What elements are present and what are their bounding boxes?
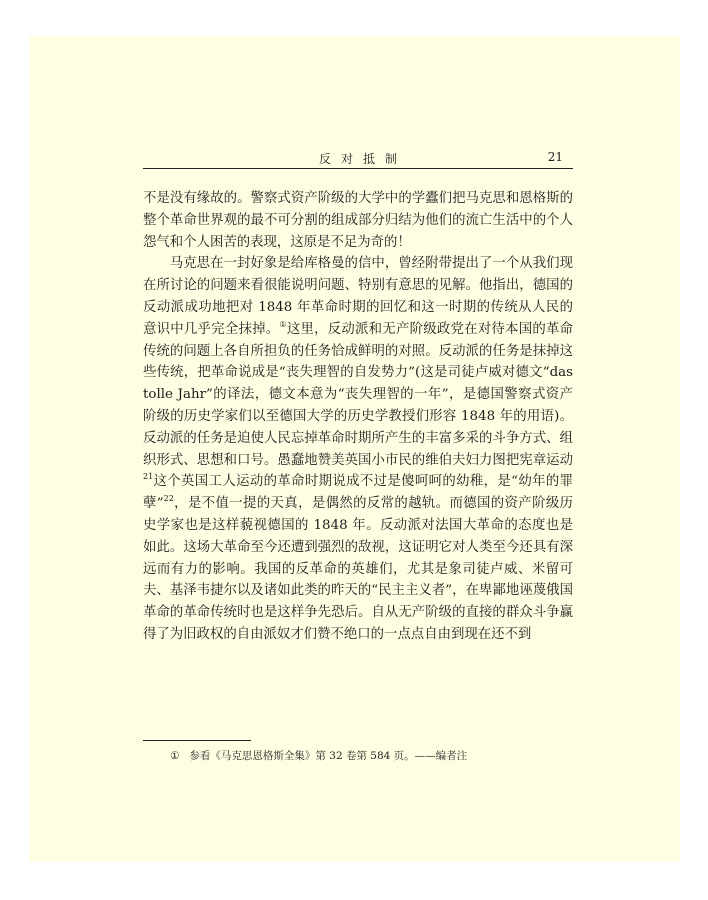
paragraph-text: 这个英国工人运动的革命时期说成不过是傻呵呵的幼稚，是“幼年的罪孽”: [143, 474, 573, 512]
paragraph: [143, 253, 573, 645]
note-reference: 21: [143, 472, 154, 482]
header-title: 反对抵制: [318, 152, 407, 166]
paragraph-text: ，是不值一提的天真，是偶然的反常的越轨。而德国的资产阶级历史学家也是这样藐视德国的 1848 年。反动派对法国大革命的态度也是如此。这场大革命至今还遭到强烈的敌视，这证明它对人类至今还具有深远而有力的影响。我国的反革命的英雄们，尤其是象司徒卢威、米留可夫、基泽韦捷尔以及诸如此类的昨天的“民主主义者”，在卑鄙地诬蔑俄国革命的革命传统时也是这样争先恐后。自从无产阶级的直接的群众斗争赢得了为旧政权的自由派奴才们赞不绝口的一点点自由到现在还不到: [143, 496, 573, 642]
body-text: [143, 188, 573, 646]
paragraph: [143, 188, 573, 253]
paragraph-text: 马克思在一封好象是给库格曼的信中，曾经附带提出了一个从我们现在所讨论的问题来看很能说明问题、特别有意思的见解。他指出，德国的反动派成功地把对 1848 年革命时期的回忆和这一时期的传统从人民的意识中几乎完全抹掉。: [143, 256, 573, 337]
footnote-rule: [143, 740, 251, 741]
paragraph-text: 这里，反动派和无产阶级政党在对待本国的革命传统的问题上各自所担负的任务恰成鲜明的对照。反动派的任务是抹掉这些传统，把革命说成是“丧失理智的自发势力”(这是司徒卢威对德文“das tolle Jahr”的译法，德文本意为“丧失理智的一年”，是德国警察式资产阶级的历史学家们以至德国大学的历史学教授们形容 1848 年的用语)。反动派的任务是迫使人民忘掉革命时期所产生的丰富多采的斗争方式、组织形式、思想和口号。愚蠢地赞美英国小市民的维伯夫妇力图把宪章运动: [143, 321, 574, 468]
note-reference: 22: [163, 494, 174, 504]
paragraph-text: 不是没有缘故的。警察式资产阶级的大学中的学蠹们把马克思和恩格斯的整个革命世界观的最不可分割的组成部分归结为他们的流亡生活中的个人怨气和个人困苦的表现，这原是不足为奇的！: [143, 191, 573, 250]
footnote-text: 参看《马克思恩格斯全集》第 32 卷第 584 页。——编者注: [189, 750, 468, 762]
footnote-mark: ①: [170, 750, 180, 762]
running-header: [143, 146, 573, 169]
footnote: [170, 748, 467, 763]
note-reference: ①: [279, 319, 287, 329]
page-number: 21: [547, 150, 563, 164]
